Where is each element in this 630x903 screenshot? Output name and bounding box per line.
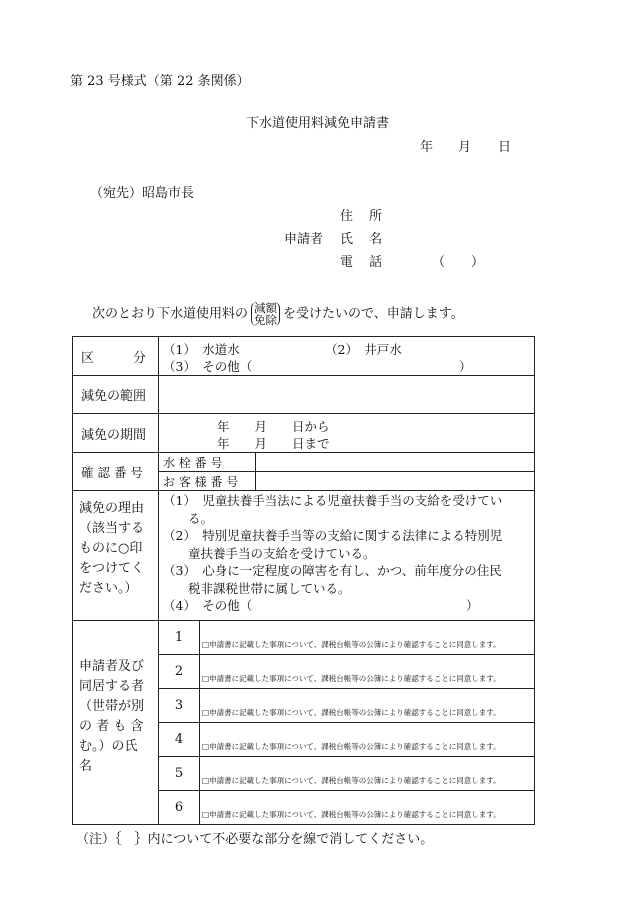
- reason-label-line: （該当する: [79, 521, 145, 536]
- customer-number-input[interactable]: [256, 472, 535, 491]
- household-member-cell[interactable]: [200, 757, 535, 791]
- category-opt1: （1） 水道水: [163, 342, 240, 357]
- category-opt3-close: ）: [459, 359, 472, 374]
- customer-label: お 客 様 番 号: [159, 472, 256, 491]
- household-number: 2: [159, 655, 200, 689]
- request-statement: [92, 302, 464, 326]
- period-cell[interactable]: [159, 414, 535, 453]
- household-number: 6: [159, 791, 200, 825]
- date-month: 月: [458, 140, 472, 155]
- consent-checkbox-text[interactable]: □申請書に記載した事項について、課税台帳等の公簿により確認することに同意します。: [202, 708, 501, 717]
- reason-item-line: （3） 心身に一定程度の障害を有し、かつ、前年度分の住民: [163, 563, 502, 578]
- applicant-label: 申請者: [284, 232, 324, 247]
- reason-item-4[interactable]: [163, 597, 534, 615]
- row-period: [73, 414, 535, 453]
- confirm-label: 確 認 番 号: [73, 453, 159, 491]
- applicant-name-label: 氏 名: [340, 232, 389, 247]
- household-member-cell[interactable]: [200, 723, 535, 757]
- consent-checkbox-text[interactable]: □申請書に記載した事項について、課税台帳等の公簿により確認することに同意します。: [202, 810, 501, 819]
- reason-item4-close: ）: [466, 598, 479, 613]
- household-label-line: 名: [79, 759, 93, 774]
- category-opt3: （3） その他（: [163, 359, 253, 374]
- household-label-line: （世帯が別: [79, 699, 145, 714]
- period-label: 減免の期間: [73, 414, 159, 453]
- reason-cell[interactable]: [159, 491, 535, 621]
- period-from: 年 月 日から: [217, 419, 330, 434]
- reason-item-line: （2） 特別児童扶養手当等の支給に関する法律による特別児: [163, 528, 503, 543]
- category-cell[interactable]: [159, 337, 535, 376]
- reduction-option-brace: [251, 302, 280, 326]
- reason-label-line: ものに○印: [79, 541, 143, 556]
- row-reason: [73, 491, 535, 621]
- statement-prefix: 次のとおり下水道使用料の: [92, 306, 249, 322]
- scope-label: 減免の範囲: [73, 376, 159, 414]
- period-to: 年 月 日まで: [217, 436, 330, 451]
- option-exemption: 免除: [254, 313, 278, 327]
- consent-checkbox-text[interactable]: □申請書に記載した事項について、課税台帳等の公簿により確認することに同意します。: [202, 742, 501, 751]
- document-title: 下水道使用料減免申請書: [246, 116, 390, 131]
- meter-number-input[interactable]: [256, 453, 535, 472]
- reason-item-2[interactable]: [163, 527, 534, 562]
- scope-input[interactable]: [159, 376, 535, 414]
- date-year: 年: [420, 140, 434, 155]
- reason-label-line: ださい。）: [79, 581, 138, 596]
- reason-item-line: 税非課税世帯に属している。: [163, 580, 351, 596]
- reason-item-1[interactable]: [163, 492, 534, 527]
- reason-label: [73, 491, 159, 621]
- category-label: 区 分: [73, 337, 159, 376]
- household-label-line: む。）の氏: [79, 739, 138, 754]
- household-label-line: 申請者及び: [79, 659, 145, 674]
- application-table: [72, 336, 535, 825]
- consent-checkbox-text[interactable]: □申請書に記載した事項について、課税台帳等の公簿により確認することに同意します。: [202, 674, 501, 683]
- reason-item-line: 童扶養手当の支給を受けている。: [163, 545, 376, 561]
- meter-label: 水 栓 番 号: [159, 453, 256, 472]
- household-member-cell[interactable]: [200, 791, 535, 825]
- category-opt2: （2） 井戸水: [325, 342, 402, 357]
- row-confirm-meter: [73, 453, 535, 472]
- reason-item-line: る。: [163, 510, 214, 526]
- household-label-line: 同居する者: [79, 679, 145, 694]
- date-day: 日: [498, 140, 512, 155]
- household-label-line: の 者 も 含: [79, 719, 144, 734]
- household-member-cell[interactable]: [200, 621, 535, 655]
- reason-item-line: （4） その他（: [163, 598, 253, 613]
- applicant-phone-parens: （ ）: [432, 255, 485, 270]
- row-category: [73, 337, 535, 376]
- reason-item-3[interactable]: [163, 562, 534, 597]
- row-scope: [73, 376, 535, 414]
- consent-checkbox-text[interactable]: □申請書に記載した事項について、課税台帳等の公簿により確認することに同意します。: [202, 640, 501, 649]
- household-member-cell[interactable]: [200, 655, 535, 689]
- applicant-phone-label: 電 話: [340, 255, 389, 270]
- consent-checkbox-text[interactable]: □申請書に記載した事項について、課税台帳等の公簿により確認することに同意します。: [202, 776, 501, 785]
- form-number: 第 23 号様式（第 22 条関係）: [70, 74, 250, 89]
- reason-label-line: 減免の理由: [79, 501, 145, 516]
- reason-item-line: （1） 児童扶養手当法による児童扶養手当の支給を受けてい: [163, 493, 503, 508]
- household-row: [73, 621, 535, 655]
- option-reduction: 減額: [254, 301, 278, 315]
- household-number: 1: [159, 621, 200, 655]
- household-number: 5: [159, 757, 200, 791]
- footnote: （注）｛ ｝内について不必要な部分を線で消してください。: [76, 832, 434, 847]
- statement-suffix: を受けたいので、申請します。: [283, 306, 464, 322]
- household-number: 4: [159, 723, 200, 757]
- household-label: [73, 621, 159, 825]
- household-member-cell[interactable]: [200, 689, 535, 723]
- household-number: 3: [159, 689, 200, 723]
- reason-label-line: をつけてく: [79, 561, 145, 576]
- addressee: （宛先）昭島市長: [90, 186, 195, 201]
- applicant-address-label: 住 所: [340, 209, 389, 224]
